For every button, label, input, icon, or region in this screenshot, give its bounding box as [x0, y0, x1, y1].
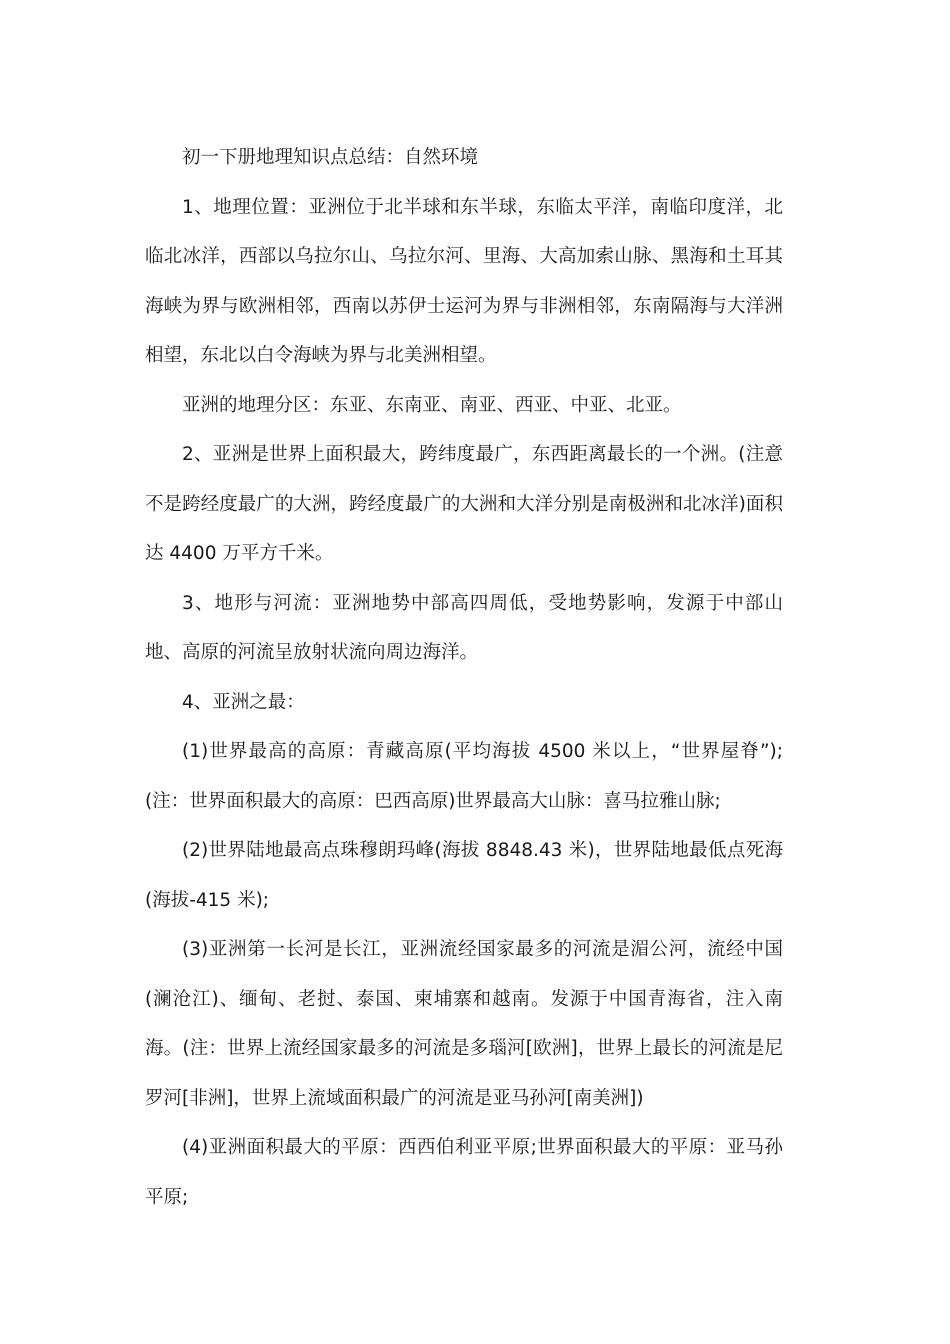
- paragraph-record-plateau: (1)世界最高的高原：青藏高原(平均海拔 4500 米以上，“世界屋脊”);(注：世界面积最大的高原：巴西高原)世界最高大山脉：喜马拉雅山脉;: [145, 741, 783, 812]
- paragraph-record-rivers: (3)亚洲第一长河是长江，亚洲流经国家最多的河流是湄公河，流经中国(澜沧江)、缅甸、老挝、泰国、柬埔寨和越南。发源于中国青海省，注入南海。(注：世界上流经国家最多的河流是多瑙河[欧洲]，世界上最长的河流是尼罗河[非洲]，世界上流域面积最广的河流是亚马孙河[南美洲]): [145, 939, 783, 1109]
- document-title: 初一下册地理知识点总结：自然环境: [182, 147, 479, 168]
- paragraph-asia-records-heading: 4、亚洲之最：: [182, 691, 305, 713]
- paragraph-geographic-location: 1、地理位置：亚洲位于北半球和东半球，东临太平洋，南临印度洋，北临北冰洋，西部以乌拉尔山、乌拉尔河、里海、大高加索山脉、黑海和土耳其海峡为界与欧洲相邻，西南以苏伊士运河为界与非洲相邻，东南隔海与大洋洲相望，东北以白令海峡为界与北美洲相望。: [145, 196, 783, 366]
- paragraph-terrain-rivers: 3、地形与河流：亚洲地势中部高四周低，受地势影响，发源于中部山地、高原的河流呈放射状流向周边海洋。: [145, 592, 783, 663]
- paragraph-record-plains: (4)亚洲面积最大的平原：西西伯利亚平原;世界面积最大的平原：亚马孙平原;: [145, 1137, 783, 1208]
- document-body: [145, 133, 783, 1222]
- paragraph-area: 2、亚洲是世界上面积最大，跨纬度最广，东西距离最长的一个洲。(注意不是跨经度最广的大洲，跨经度最广的大洲和大洋分别是南极洲和北冰洋)面积达 4400 万平方千米。: [145, 444, 783, 564]
- paragraph-regions: 亚洲的地理分区：东亚、东南亚、南亚、西亚、中亚、北亚。: [182, 394, 682, 416]
- paragraph-record-elevation: (2)世界陆地最高点珠穆朗玛峰(海拔 8848.43 米)，世界陆地最低点死海(海拔-415 米);: [145, 840, 783, 911]
